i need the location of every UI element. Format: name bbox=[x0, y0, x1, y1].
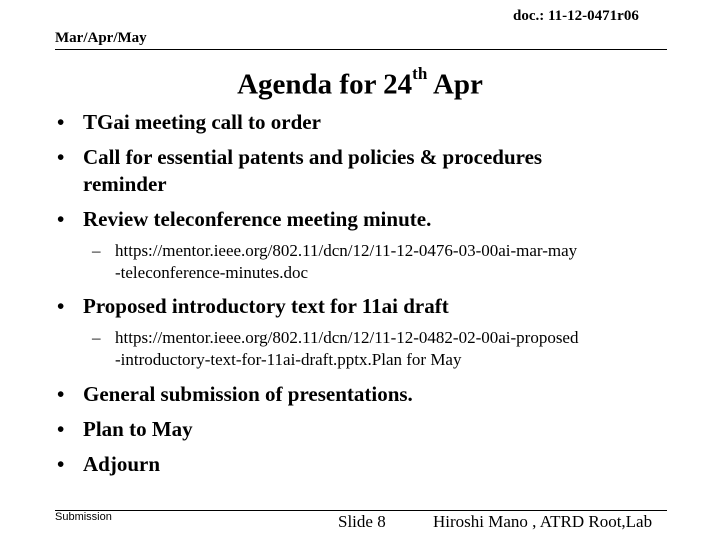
title-tail: Apr bbox=[427, 68, 483, 101]
bullet-marker: • bbox=[57, 207, 65, 231]
bullet-text: reminder bbox=[83, 172, 167, 196]
sub-marker: – bbox=[92, 328, 101, 347]
bullet-text: Plan to May bbox=[83, 417, 193, 441]
sub-item-link[interactable]: https://mentor.ieee.org/802.11/dcn/12/11-12-0476-03-00ai-mar-may bbox=[115, 241, 578, 260]
sub-item-link[interactable]: -teleconference-minutes.doc bbox=[115, 263, 309, 282]
bullet-marker: • bbox=[57, 294, 65, 318]
sub-marker: – bbox=[92, 241, 101, 260]
bullet-marker: • bbox=[57, 145, 65, 169]
bullet-marker: • bbox=[57, 417, 65, 441]
slide-number: Slide 8 bbox=[338, 512, 386, 531]
title-main: Agenda for 24 bbox=[237, 68, 413, 101]
bullet-text: Adjourn bbox=[83, 452, 161, 476]
bullet-text: Call for essential patents and policies & procedures bbox=[83, 145, 543, 169]
footer-author: Hiroshi Mano , ATRD Root,Lab bbox=[433, 512, 653, 531]
bullet-text: TGai meeting call to order bbox=[83, 110, 321, 134]
footer-rule bbox=[55, 510, 667, 511]
header-rule bbox=[55, 49, 667, 50]
sub-item-link[interactable]: https://mentor.ieee.org/802.11/dcn/12/11-12-0482-02-00ai-proposed bbox=[115, 328, 579, 347]
bullet-marker: • bbox=[57, 110, 65, 134]
sub-item-link[interactable]: -introductory-text-for-11ai-draft.pptx.Plan for May bbox=[115, 350, 462, 369]
date-range: Mar/Apr/May bbox=[55, 30, 147, 46]
footer-submission: Submission bbox=[55, 511, 112, 523]
bullet-text: General submission of presentations. bbox=[83, 382, 413, 406]
bullet-text: Review teleconference meeting minute. bbox=[83, 207, 432, 231]
title-superscript: th bbox=[412, 64, 428, 83]
bullet-text: Proposed introductory text for 11ai draft bbox=[83, 294, 449, 318]
slide-title bbox=[0, 64, 720, 102]
bullet-marker: • bbox=[57, 452, 65, 476]
document-id: doc.: 11-12-0471r06 bbox=[513, 8, 639, 24]
bullet-marker: • bbox=[57, 382, 65, 406]
